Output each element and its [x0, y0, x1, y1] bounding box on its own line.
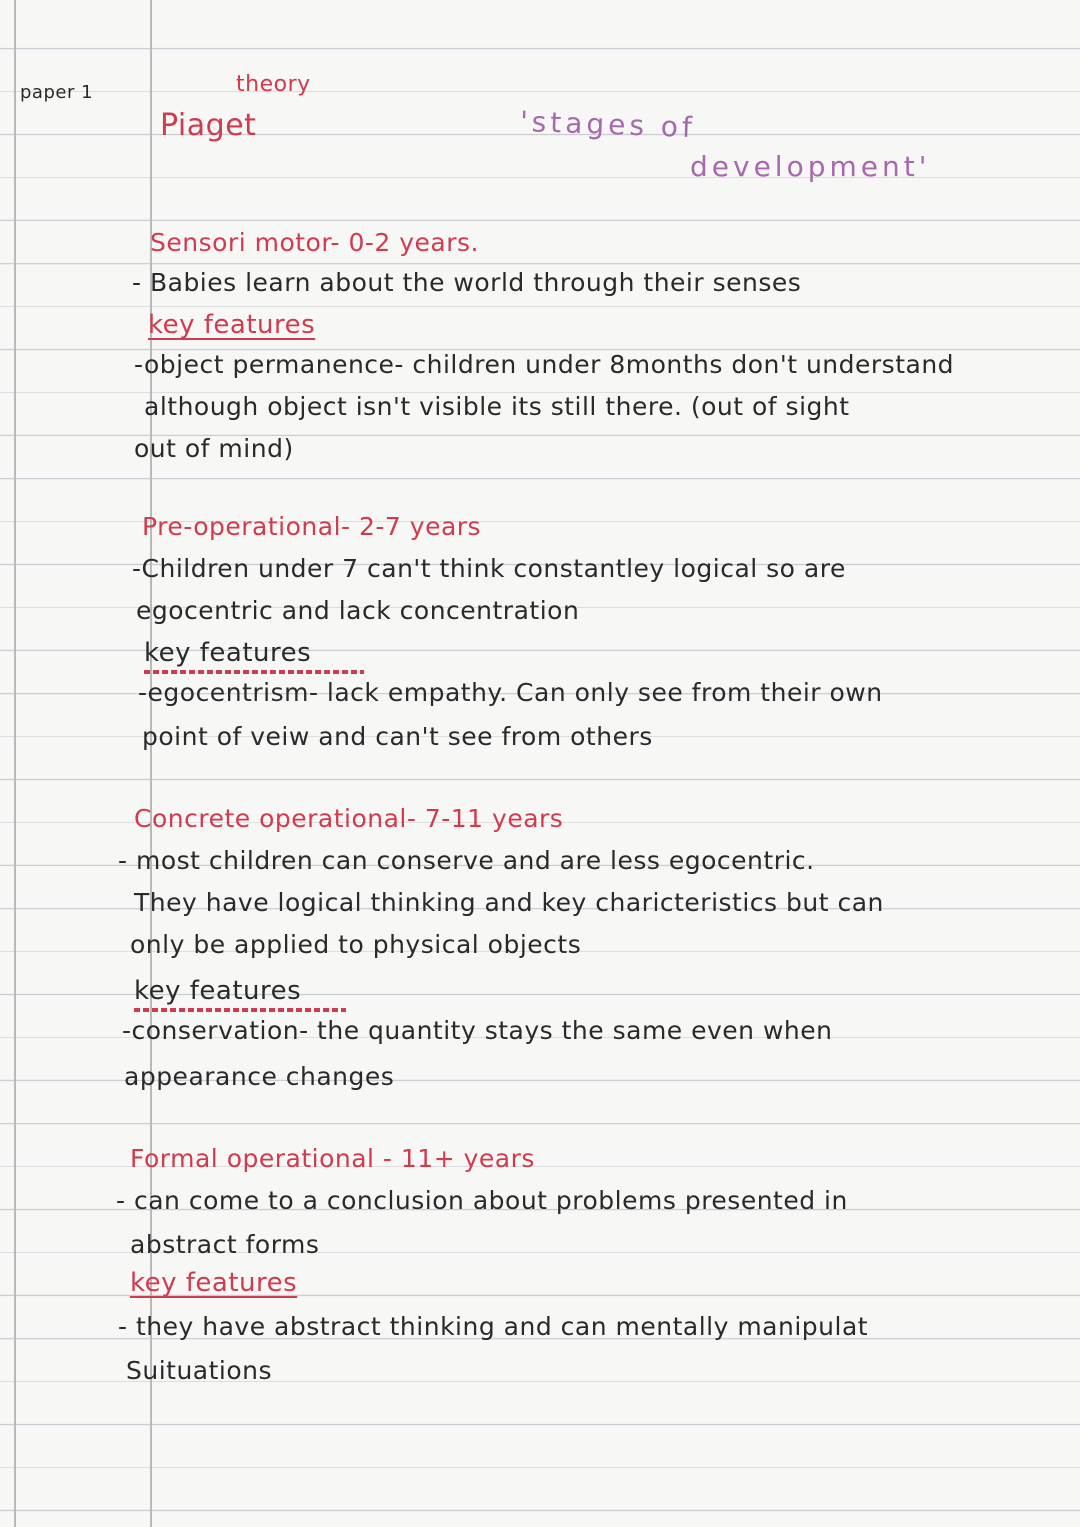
stage-heading-sensorimotor: Sensori motor- 0-2 years. — [150, 228, 480, 257]
left-margin-line — [14, 0, 16, 1527]
feature-line: -object permanence- children under 8months don't understand — [134, 350, 955, 379]
key-features-label: key features — [144, 638, 312, 668]
theory-label: theory — [236, 72, 311, 97]
feature-line: Suituations — [126, 1356, 273, 1385]
stage-description-line: egocentric and lack concentration — [136, 596, 580, 625]
stage-description-line: They have logical thinking and key charicteristics but can — [134, 888, 884, 917]
page-title-line1: 'stages of — [519, 104, 697, 145]
key-features-label: key features — [134, 976, 302, 1006]
paper-label: paper 1 — [20, 82, 94, 103]
feature-line: - they have abstract thinking and can mentally manipulat — [118, 1312, 869, 1341]
stage-description-line: - most children can conserve and are less egocentric. — [118, 846, 815, 875]
feature-line: -egocentrism- lack empathy. Can only see from their own — [138, 678, 883, 707]
stage-description-line: only be applied to physical objects — [130, 930, 582, 959]
stage-heading-formal-operational: Formal operational - 11+ years — [130, 1144, 535, 1173]
stage-description-line: abstract forms — [130, 1230, 320, 1259]
feature-line: although object isn't visible its still there. (out of sight — [144, 392, 850, 421]
theorist-name: Piaget — [160, 108, 257, 143]
stage-description-line: - Babies learn about the world through their senses — [132, 268, 802, 297]
stage-heading-preoperational: Pre-operational- 2-7 years — [142, 512, 482, 541]
stage-description-line: - can come to a conclusion about problems presented in — [116, 1186, 848, 1215]
key-features-underline — [134, 1008, 346, 1012]
feature-line: -conservation- the quantity stays the same even when — [122, 1016, 833, 1045]
feature-line: appearance changes — [124, 1062, 395, 1091]
key-features-label: key features — [130, 1268, 298, 1298]
stage-heading-concrete-operational: Concrete operational- 7-11 years — [134, 804, 564, 833]
stage-description-line: -Children under 7 can't think constantley logical so are — [132, 554, 846, 583]
page-title-line2: development' — [690, 150, 931, 183]
key-features-underline — [144, 670, 364, 674]
feature-line: point of veiw and can't see from others — [142, 722, 653, 751]
feature-line: out of mind) — [134, 434, 294, 463]
key-features-label: key features — [148, 310, 316, 340]
